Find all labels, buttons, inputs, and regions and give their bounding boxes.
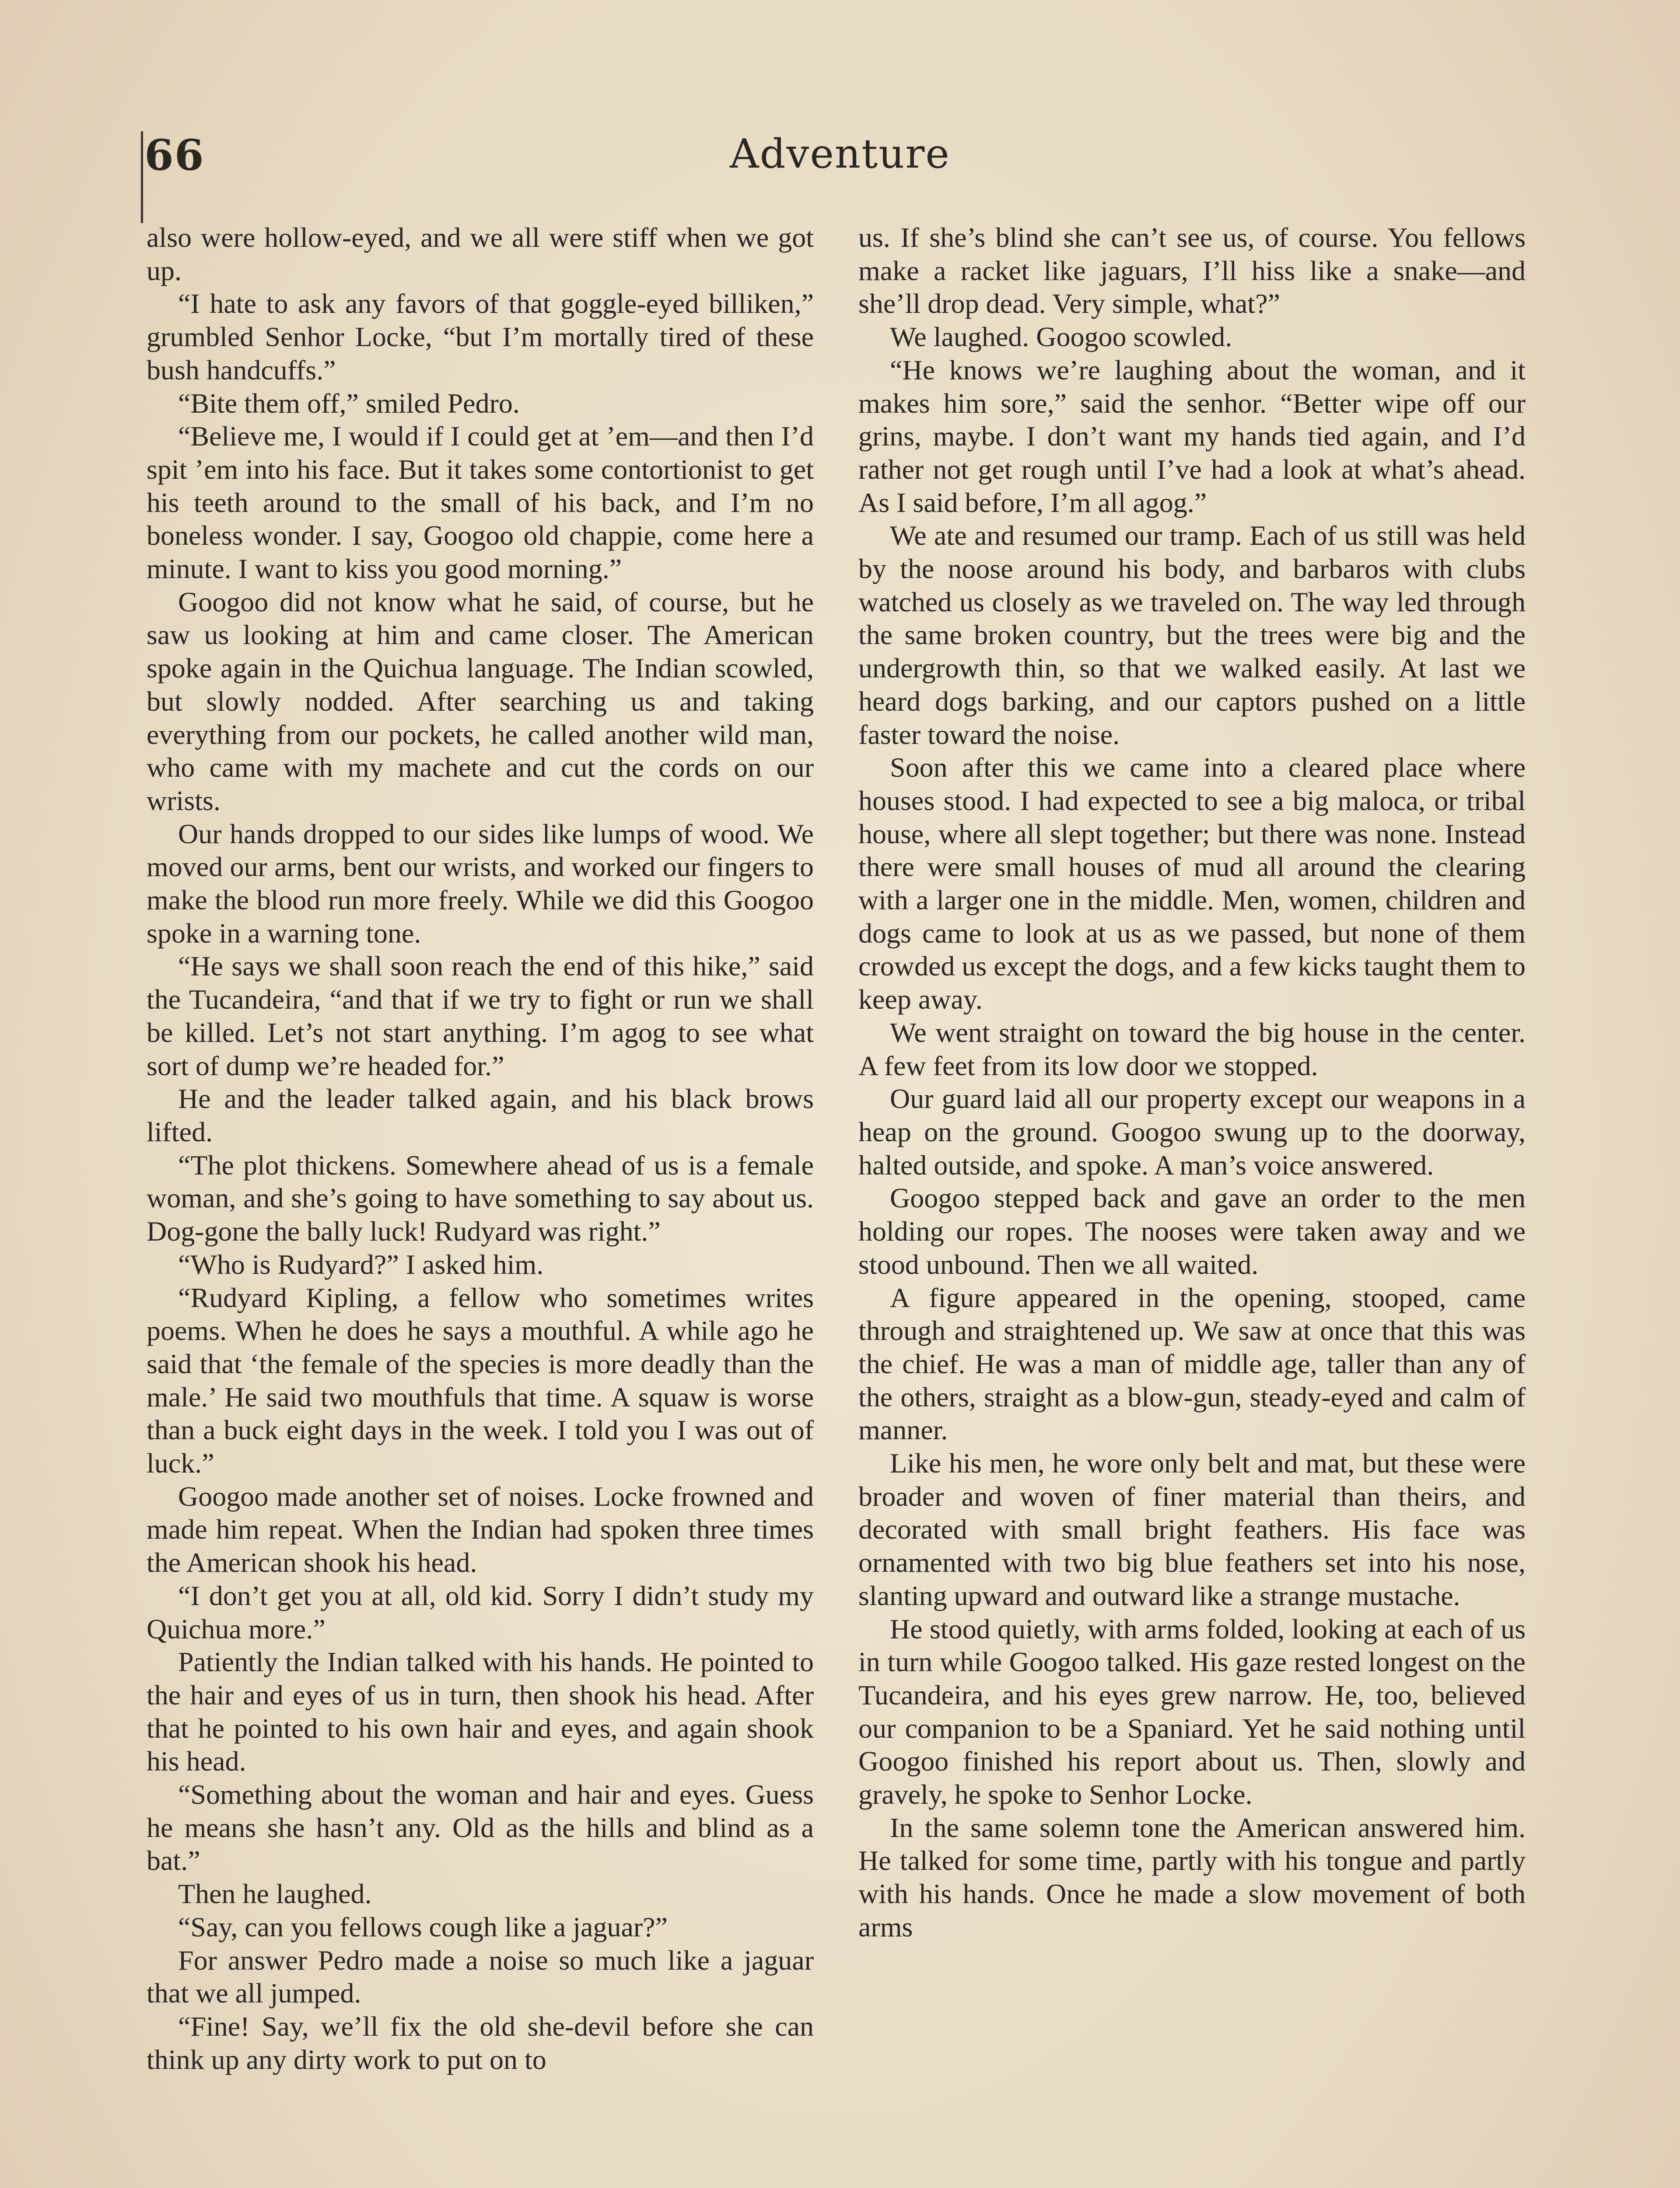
paragraph: He stood quietly, with arms folded, looking at each of us in turn while Googoo talked. His gaze rested longest on the Tucandeira, and his eyes grew narrow. He, too, believed our companion to be a Spaniard. Yet he said nothing until Googoo finished his report about us. Then, slowly and gravely, he spoke to Senhor Locke. [858, 1613, 1526, 1810]
paragraph: also were hollow-eyed, and we all were stiff when we got up. [147, 222, 814, 286]
paragraph: Googoo stepped back and gave an order to the men holding our ropes. The nooses were taken away and we stood unbound. Then we all waited. [858, 1182, 1526, 1280]
paragraph: We went straight on toward the big house in the center. A few feet from its low door we stopped. [858, 1017, 1526, 1081]
paragraph: We ate and resumed our tramp. Each of us still was held by the noose around his body, and barbaros with clubs watched us closely as we traveled on. The way led through the same broken country, but the trees were big and the undergrowth thin, so that we walked easily. At last we heard dogs barking, and our captors pushed on a little faster toward the noise. [858, 520, 1526, 750]
paragraph: Soon after this we came into a cleared place where houses stood. I had expected to see a big maloca, or tribal house, where all slept together; but there was none. Instead there were small houses of mud all around the clearing with a larger one in the middle. Men, women, children and dogs came to look at us as we passed, but none of them crowded us except the dogs, and a few kicks taught them to keep away. [858, 752, 1526, 1015]
margin-mark [141, 131, 143, 223]
paragraph: In the same solemn tone the American answered him. He talked for some time, partly with his tongue and partly with his hands. Once he made a slow movement of both arms [858, 1812, 1526, 1943]
page-number: 66 [144, 130, 205, 180]
paragraph: For answer Pedro made a noise so much like a jaguar that we all jumped. [147, 1944, 814, 2009]
paragraph: “Say, can you fellows cough like a jaguar?” [178, 1911, 668, 1943]
paragraph: “Fine! Say, we’ll fix the old she-devil before she can think up any dirty work to put on to [147, 2010, 814, 2075]
paragraph: “Bite them off,” smiled Pedro. [178, 387, 520, 419]
page-header [144, 123, 1536, 188]
paragraph: “He knows we’re laughing about the woman, and it makes him sore,” said the senhor. “Better wipe off our grins, maybe. I don’t want my hands tied again, and I’d rather not get rough until I’ve had a look at what’s ahead. As I said before, I’m all agog.” [858, 354, 1526, 518]
paragraph: A figure appeared in the opening, stooped, came through and straightened up. We saw at once that this was the chief. He was a man of middle age, taller than any of the others, straight as a blow-gun, steady-eyed and calm of manner. [858, 1282, 1526, 1446]
paragraph: Our hands dropped to our sides like lumps of wood. We moved our arms, bent our wrists, and worked our fingers to make the blood run more freely. While we did this Googoo spoke in a warning tone. [147, 818, 814, 949]
paragraph: “Believe me, I would if I could get at ’em—and then I’d spit ’em into his face. But it takes some contortionist to get his teeth around to the small of his back, and I’m no boneless wonder. I say, Googoo old chappie, come here a minute. I want to kiss you good morning.” [147, 421, 814, 585]
paragraph: “I hate to ask any favors of that goggle-eyed billiken,” grumbled Senhor Locke, “but I’m mortally tired of these bush handcuffs.” [147, 288, 814, 386]
paragraph: Then he laughed. [178, 1878, 372, 1910]
paragraph: Like his men, he wore only belt and mat, but these were broader and woven of finer material than theirs, and decorated with small bright feathers. His face was ornamented with two big blue feathers set into his nose, slanting upward and outward like a strange mustache. [858, 1448, 1526, 1611]
paragraph: us. If she’s blind she can’t see us, of course. You fellows make a racket like jaguars, I’ll hiss like a snake—and she’ll drop dead. Very simple, what?” [858, 222, 1526, 319]
paragraph: We laughed. Googoo scowled. [890, 321, 1232, 353]
paragraph: “Something about the woman and hair and eyes. Guess he means she hasn’t any. Old as the hills and blind as a bat.” [147, 1779, 814, 1876]
running-head: Adventure [730, 130, 950, 177]
paragraph: “He says we shall soon reach the end of this hike,” said the Tucandeira, “and that if we try to fight or run we shall be killed. Let’s not start anything. I’m agog to see what sort of dump we’re headed for.” [147, 950, 814, 1081]
paragraph: Googoo did not know what he said, of course, but he saw us looking at him and came closer. The American spoke again in the Quichua language. The Indian scowled, but slowly nodded. After searching us and taking everything from our pockets, he called another wild man, who came with my machete and cut the cords on our wrists. [147, 586, 814, 816]
paragraph: Googoo made another set of noises. Locke frowned and made him repeat. When the Indian had spoken three times the American shook his head. [147, 1480, 814, 1578]
right-column [858, 221, 1526, 1944]
paragraph: He and the leader talked again, and his black brows lifted. [147, 1083, 814, 1147]
paragraph: “The plot thickens. Somewhere ahead of us is a female woman, and she’s going to have something to say about us. Dog-gone the bally luck! Rudyard was right.” [147, 1149, 814, 1247]
paragraph: Patiently the Indian talked with his hands. He pointed to the hair and eyes of us in turn, then shook his head. After that he pointed to his own hair and eyes, and again shook his head. [147, 1646, 814, 1777]
paragraph: “I don’t get you at all, old kid. Sorry I didn’t study my Quichua more.” [147, 1580, 814, 1645]
left-column [147, 221, 814, 2076]
paragraph: “Who is Rudyard?” I asked him. [178, 1248, 544, 1280]
paragraph: “Rudyard Kipling, a fellow who sometimes writes poems. When he does he says a mouthful. A while ago he said that ‘the female of the species is more deadly than the male.’ He said two mouthfuls that time. A squaw is worse than a buck eight days in the week. I told you I was out of luck.” [147, 1282, 814, 1479]
paragraph: Our guard laid all our property except our weapons in a heap on the ground. Googoo swung up to the doorway, halted outside, and spoke. A man’s voice answered. [858, 1083, 1526, 1181]
